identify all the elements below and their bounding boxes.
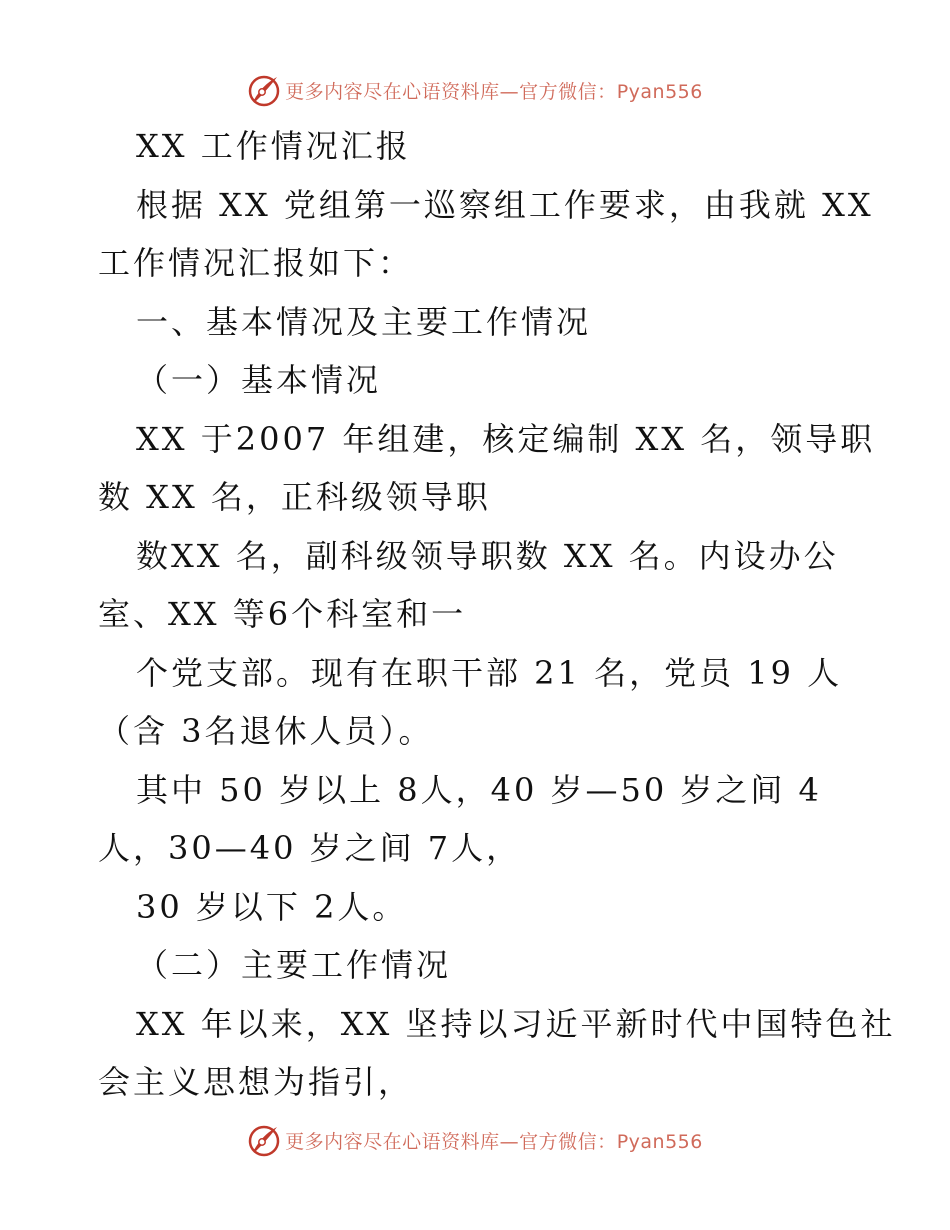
footer-watermark bbox=[0, 1120, 950, 1160]
document-body bbox=[98, 117, 896, 1112]
doc-line: 工作情况汇报如下： bbox=[98, 244, 414, 282]
doc-line: 数 XX 名，正科级领导职 bbox=[98, 478, 491, 516]
doc-line: 根据 XX 党组第一巡察组工作要求，由我就 XX bbox=[136, 185, 874, 224]
doc-line: 人，30—40 岁之间 7人， bbox=[98, 829, 522, 867]
quill-logo-icon bbox=[247, 73, 281, 107]
doc-line: 个党支部。现有在职干部 21 名，党员 19 人 bbox=[136, 653, 843, 692]
quill-logo-icon bbox=[247, 1123, 281, 1157]
doc-heading-2: （二）主要工作情况 bbox=[136, 946, 452, 984]
doc-line: 数XX 名，副科级领导职数 XX 名。内设办公 bbox=[136, 536, 839, 575]
doc-line: 会主义思想为指引， bbox=[98, 1063, 414, 1101]
doc-line-title: XX 工作情况汇报 bbox=[136, 127, 411, 165]
header-watermark bbox=[0, 70, 950, 110]
doc-heading-2: （一）基本情况 bbox=[136, 361, 382, 399]
watermark-text: 更多内容尽在心语资料库—官方微信：Pyan556 bbox=[285, 1130, 703, 1153]
doc-heading-1: 一、基本情况及主要工作情况 bbox=[136, 302, 592, 341]
watermark-text: 更多内容尽在心语资料库—官方微信：Pyan556 bbox=[285, 80, 703, 103]
doc-line: 其中 50 岁以上 8人，40 岁—50 岁之间 4 bbox=[136, 770, 822, 809]
doc-line: XX 于2007 年组建，核定编制 XX 名，领导职 bbox=[136, 419, 876, 458]
doc-line: 室、XX 等6个科室和一 bbox=[98, 595, 467, 633]
doc-line: （含 3名退休人员）。 bbox=[98, 712, 434, 750]
doc-line: XX 年以来，XX 坚持以习近平新时代中国特色社 bbox=[136, 1004, 896, 1043]
doc-line: 30 岁以下 2人。 bbox=[136, 887, 408, 926]
